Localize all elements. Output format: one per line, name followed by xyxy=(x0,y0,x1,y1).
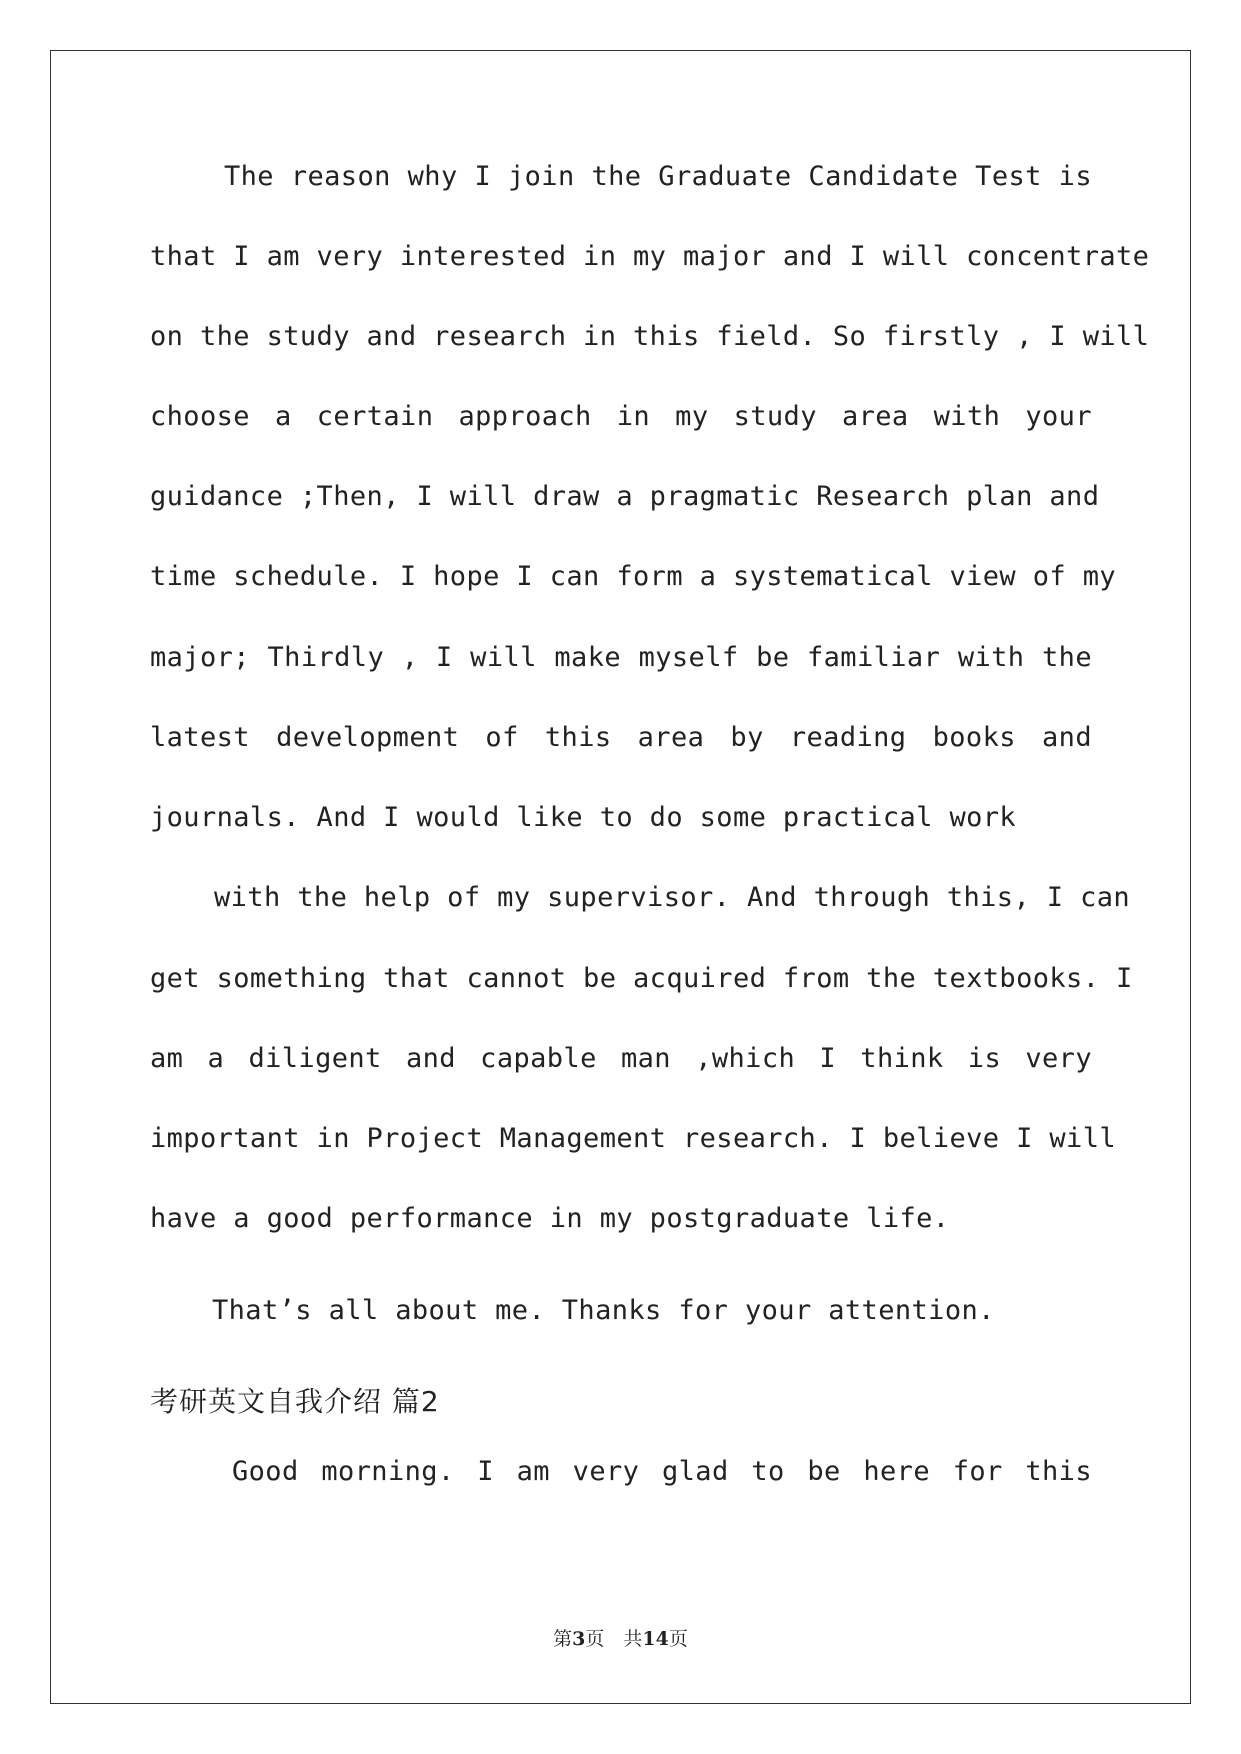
text-line: am a diligent and capable man ,which I think is very xyxy=(150,1043,1092,1074)
text-line: that I am very interested in my major and I will concentrate xyxy=(150,241,1150,272)
text-line: major; Thirdly , I will make myself be familiar with the xyxy=(150,642,1092,673)
text-line: guidance ;Then, I will draw a pragmatic Research plan and xyxy=(150,481,1100,512)
text-line: with the help of my supervisor. And through this, I can xyxy=(214,882,1131,913)
text-line: Good morning. I am very glad to be here for this xyxy=(232,1456,1092,1487)
footer-total-pages: 14 xyxy=(642,1628,669,1650)
text-line: get something that cannot be acquired from the textbooks. I xyxy=(150,963,1133,994)
text-line: The reason why I join the Graduate Candidate Test is xyxy=(224,161,1092,192)
page-footer xyxy=(0,1627,1241,1651)
section-heading: 考研英文自我介绍 篇2 xyxy=(150,1385,440,1418)
footer-page-number: 3 xyxy=(572,1628,586,1650)
text-line: on the study and research in this field. So firstly , I will xyxy=(150,321,1150,352)
footer-suffix: 页 xyxy=(668,1628,688,1650)
text-line: have a good performance in my postgraduate life. xyxy=(150,1203,950,1234)
footer-prefix: 第 xyxy=(553,1628,573,1650)
text-line: important in Project Management research. I believe I will xyxy=(150,1123,1117,1154)
text-line: latest development of this area by reading books and xyxy=(150,722,1092,753)
text-line: journals. And I would like to do some practical work xyxy=(150,802,1017,833)
text-line: That’s all about me. Thanks for your attention. xyxy=(212,1295,995,1326)
footer-middle: 页 共 xyxy=(585,1628,643,1650)
text-line: choose a certain approach in my study area with your xyxy=(150,401,1092,432)
text-line: time schedule. I hope I can form a systematical view of my xyxy=(150,561,1117,592)
